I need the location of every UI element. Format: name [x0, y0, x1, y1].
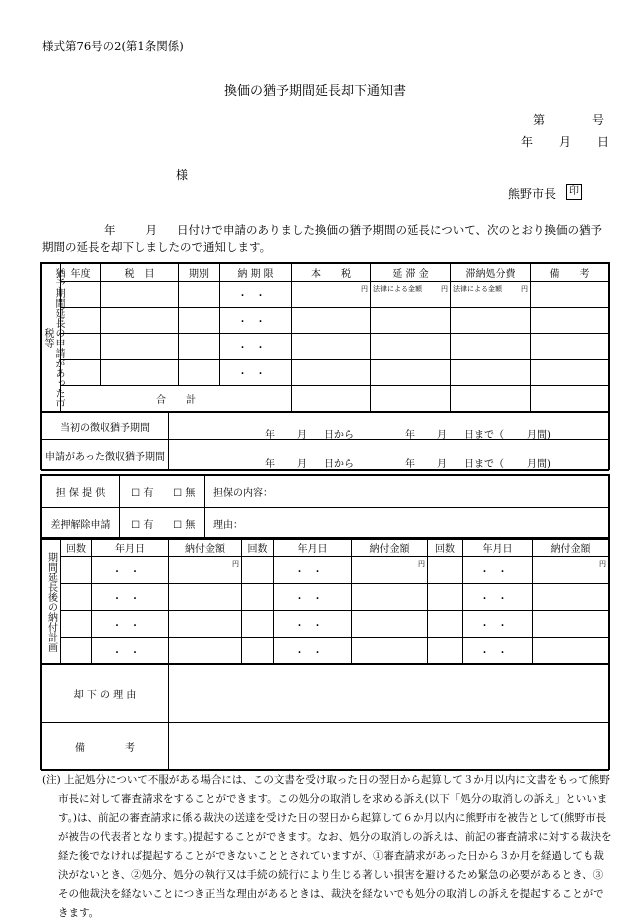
table-row: ・・ ・・ ・・: [42, 584, 609, 611]
late-fee-cell[interactable]: 法律による金額 円: [371, 282, 451, 308]
intro-month: 月: [145, 223, 157, 237]
document-title: 換価の猶予期間延長却下通知書: [223, 84, 406, 99]
header-late-fee: 延 滞 金: [371, 264, 451, 282]
header-remarks: 備 考: [531, 264, 609, 282]
header-due-date: 納 期 限: [220, 264, 292, 282]
issue-month: 月: [558, 135, 571, 149]
form-number: 様式第76号の2(第1条関係): [42, 39, 184, 53]
header-count-2: 回数: [242, 539, 274, 557]
intro-text: 日付けで申請のありました換価の猶予期間の延長について、次のとおり換価の猶予期間の延長を却下しましたので通知します。: [42, 223, 603, 254]
rejection-reason-value[interactable]: [169, 665, 609, 723]
remarks-value[interactable]: [169, 723, 609, 771]
remarks-label: 備 考: [42, 723, 169, 771]
number-prefix: 第: [533, 113, 546, 127]
plan-side-label: 期間延長後の納付計画: [45, 551, 57, 652]
collateral-yes-checkbox[interactable]: ☐ 有: [120, 476, 165, 508]
table-row: ・・ ・・ ・・: [42, 611, 609, 638]
issue-year: 年: [521, 135, 534, 149]
initial-period-label: 当初の徴収猶予期間: [42, 413, 169, 440]
header-count-1: 回数: [61, 539, 92, 557]
requested-period-value[interactable]: 年 月 日から 年 月 日まで（ 月間): [169, 440, 609, 471]
collateral-content[interactable]: 担保の内容：: [205, 476, 609, 508]
header-amount-2: 納付金額: [352, 539, 428, 557]
issue-date: [521, 133, 609, 150]
table-row: ・・: [42, 334, 609, 360]
plan-side-label-cell: [42, 539, 61, 665]
table-row: ・・ ・・ ・・: [42, 638, 609, 665]
release-reason[interactable]: 理由：: [205, 508, 609, 540]
collateral-no-checkbox[interactable]: ☐ 無: [165, 476, 205, 508]
header-disposition-cost: 滞納処分費: [451, 264, 531, 282]
due-date-cell[interactable]: ・・: [220, 282, 292, 308]
collateral-label: 担 保 提 供: [42, 476, 120, 508]
intro-year: 年: [104, 223, 116, 237]
rejection-reason-label: 却 下 の 理 由: [42, 665, 169, 723]
header-amount-1: 納付金額: [169, 539, 242, 557]
tax-side-label: 猶予期間延長の申請があった市税等: [42, 267, 64, 408]
tax-items-table: [40, 262, 610, 412]
table-row: [42, 282, 609, 308]
table-row: ・・: [42, 308, 609, 334]
initial-period-value[interactable]: 年 月 日から 年 月 日まで（ 月間): [169, 413, 609, 440]
header-count-3: 回数: [428, 539, 463, 557]
header-fiscal-year: 年度: [61, 264, 101, 282]
release-no-checkbox[interactable]: ☐ 無: [165, 508, 205, 540]
legal-note: [42, 771, 612, 923]
header-date-1: 年月日: [92, 539, 169, 557]
seal-stamp: 印: [566, 184, 582, 200]
total-label: 合 計: [61, 386, 292, 412]
collateral-table: [40, 474, 610, 538]
issuer-name: 熊野市長: [508, 187, 557, 201]
principal-cell[interactable]: 円: [292, 282, 371, 308]
reason-table: [40, 664, 610, 770]
header-tax-item: 税 目: [101, 264, 179, 282]
requested-period-label: 申請があった徴収猶予期間: [42, 440, 169, 471]
intro-paragraph: [42, 222, 607, 256]
disposition-cost-cell[interactable]: 法律による金額 円: [451, 282, 531, 308]
header-amount-3: 納付金額: [533, 539, 609, 557]
table-row: ・・ 円 ・・ 円 ・・ 円: [42, 557, 609, 584]
payment-plan-table: [40, 538, 610, 664]
header-period: 期別: [179, 264, 220, 282]
deferral-period-table: [40, 412, 610, 470]
release-label: 差押解除申請: [42, 508, 120, 540]
header-date-3: 年月日: [463, 539, 533, 557]
header-date-2: 年月日: [274, 539, 352, 557]
total-row: [42, 386, 609, 412]
legal-note-text: (注) 上記処分について不服がある場合には、この文書を受け取った日の翌日から起算して３か月以内に文書をもって熊野市長に対して審査請求をすることができます。この処分の取消しを求める訴え(以下「処分の取消しの訴え」といいます。)は、前記の審査請求に係る裁決の送達を受けた日の翌日から起算して６か月以内に熊野市を被告として(熊野市長が被告の代表者となります。)提起することができます。なお、処分の取消しの訴えは、前記の審査請求に対する裁決を経た後でなければ提起することができないこととされていますが、①審査請求があった日から３か月を経過しても裁決がないとき、②処分、処分の執行又は手続の続行により生じる著しい損害を避けるため緊急の必要があるとき、③その他裁決を経ないことにつき正当な理由があるときは、裁決を経ないでも処分の取消しの訴えを提起することができます。: [42, 774, 612, 919]
addressee-honorific: 様: [176, 168, 189, 182]
issue-day: 日: [596, 135, 609, 149]
release-yes-checkbox[interactable]: ☐ 有: [120, 508, 165, 540]
header-principal-tax: 本 税: [292, 264, 371, 282]
tax-side-label-cell: [42, 264, 64, 412]
number-suffix: 号: [592, 113, 605, 127]
table-row: ・・: [42, 360, 609, 386]
